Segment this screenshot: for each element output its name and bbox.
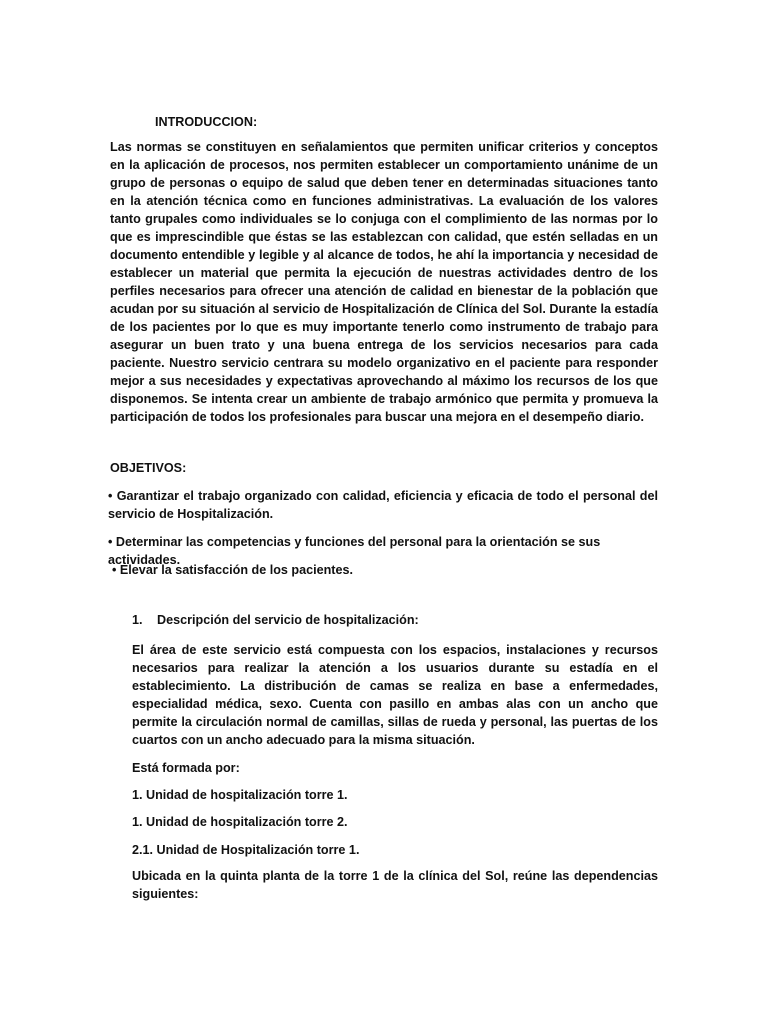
formada-label: Está formada por: (132, 761, 240, 775)
section-number: 1. (132, 613, 143, 627)
unit-item: 1. Unidad de hospitalización torre 1. (132, 788, 348, 802)
objective-item: • Garantizar el trabajo organizado con calidad, eficiencia y eficacia de todo el personal del servicio de Hospitalización. (108, 489, 658, 521)
intro-paragraph: Las normas se constituyen en señalamientos que permiten unificar criterios y conceptos en la aplicación de procesos, nos permiten establecer un comportamiento unánime de un grupo de personas o equipo de salud que deben tener en determinadas situaciones tanto en la atención técnica como en funciones administrativas. La evaluación de los valores tanto grupales como individuales se lo conjuga con el complimiento de las normas por lo que es imprescindible que éstas se las establezcan con calidad, que estén selladas en un documento entendible y legible y al alcance de todos, he ahí la importancia y necesidad de establecer un material que permita la ejecución de nuestras actividades dentro de los perfiles necesarios para ofrecer una atención de calidad en bienestar de la población que acudan por su situación al servicio de Hospitalización de Clínica del Sol. Durante la estadía de los pacientes por lo que es muy importante tenerlo como instrumento de trabajo para asegurar un buen trato y una buena entrega de los servicios necesarios para cada paciente. Nuestro servicio centrara su modelo organizativo en el paciente para responder mejor a sus necesidades y expectativas aprovechando al máximo los recursos de los que disponemos. Se intenta crear un ambiente de trabajo armónico que permita y promueva la participación de todos los profesionales para buscar una mejora en el desempeño diario. (110, 140, 658, 424)
objective-item: • Elevar la satisfacción de los pacientes. (112, 563, 354, 577)
description-paragraph: El área de este servicio está compuesta con los espacios, instalaciones y recursos necesarios para realizar la atención a los usuarios durante su estadía en el establecimiento. La distribución de camas se realiza en base a enfermedades, especialidad médica, sexo. Cuenta con pasillo en ambas alas con un ancho que permite la circulación normal de camillas, sillas de rueda y personal, las puertas de los cuartos con un ancho adecuado para la misma situación. (132, 643, 658, 747)
unit-item: 2.1. Unidad de Hospitalización torre 1. (132, 843, 360, 857)
intro-heading: INTRODUCCION: (155, 115, 258, 129)
objectives-heading: OBJETIVOS: (110, 461, 187, 475)
unit-item: 1. Unidad de hospitalización torre 2. (132, 815, 348, 829)
ubicada-paragraph: Ubicada en la quinta planta de la torre 1 de la clínica del Sol, reúne las dependencias siguientes: (132, 869, 658, 901)
objective-item: • Determinar las competencias y funciones del personal para la orientación se sus actividades. (108, 535, 601, 567)
section-title: Descripción del servicio de hospitalización: (157, 613, 419, 627)
